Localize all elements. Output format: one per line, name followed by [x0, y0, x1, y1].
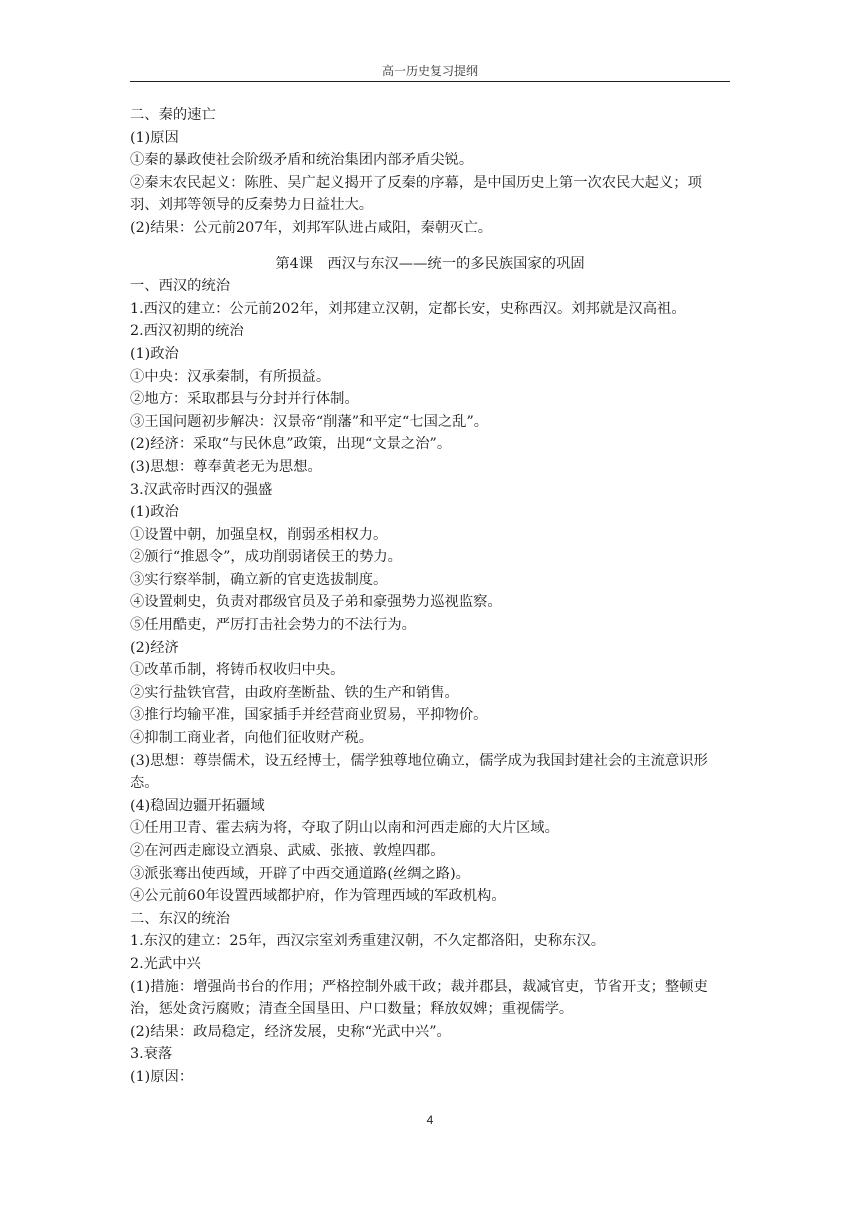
paragraph: (2)结果：公元前207年，刘邦军队进占咸阳，秦朝灭亡。 — [130, 219, 493, 236]
list-item: ④抑制工商业者，向他们征收财产税。 — [130, 730, 374, 747]
list-item: ③推行均输平准，国家插手并经营商业贸易，平抑物价。 — [130, 707, 488, 724]
list-item: (3)思想：尊奉黄老无为思想。 — [130, 458, 322, 475]
header-rule — [130, 81, 730, 82]
section-qin-fall — [130, 104, 730, 240]
list-item: ②颁行“推恩令”，成功削弱诸侯王的势力。 — [130, 549, 402, 566]
list-item: ②实行盐铁官营，由政府垄断盐、铁的生产和销售。 — [130, 684, 459, 701]
list-item: ④设置刺史，负责对郡级官员及子弟和豪强势力巡视监察。 — [130, 594, 502, 611]
list-item: ②在河西走廊设立酒泉、武威、张掖、敦煌四郡。 — [130, 843, 445, 859]
paragraph: 1.西汉的建立：公元前202年，刘邦建立汉朝，定都长安，史称西汉。刘邦就是汉高祖。 — [130, 300, 686, 317]
list-item: ②地方：采取郡县与分封并行体制。 — [130, 391, 359, 408]
heading-western-han: 一、西汉的统治 — [130, 278, 231, 295]
subheading: 3.衰落 — [130, 1046, 173, 1063]
list-item: ③派张骞出使西域，开辟了中西交通道路(丝绸之路)。 — [130, 865, 470, 882]
subheading: (4)稳固边疆开拓疆域 — [130, 797, 265, 814]
subheading: (1)政治 — [130, 345, 179, 362]
paragraph: (1)措施：增强尚书台的作用；严格控制外戚干政；裁并郡县，裁减官吏，节省开支；整顿吏治，惩处贪污腐败；清查全国垦田、户口数量；释放奴婢；重视儒学。 — [130, 978, 708, 1018]
subheading: (1)原因： — [130, 1068, 194, 1085]
list-item: ⑤任用酷吏，严厉打击社会势力的不法行为。 — [130, 617, 416, 634]
running-header: 高一历史复习提纲 — [381, 64, 478, 78]
section-han — [130, 275, 730, 1088]
subheading: 2.西汉初期的统治 — [130, 323, 244, 340]
subheading-cause: (1)原因 — [130, 129, 179, 146]
subheading: (1)政治 — [130, 504, 179, 521]
paragraph: ②秦末农民起义：陈胜、吴广起义揭开了反秦的序幕，是中国历史上第一次农民大起义；项羽、刘邦等领导的反秦势力日益壮大。 — [130, 174, 702, 214]
paragraph: (3)思想：尊崇儒术，设五经博士，儒学独尊地位确立，儒学成为我国封建社会的主流意识形态。 — [130, 752, 708, 792]
list-item: ①改革币制，将铸币权收归中央。 — [130, 662, 345, 679]
page-number: 4 — [426, 1113, 434, 1127]
subheading: (2)经济 — [130, 639, 179, 656]
paragraph: ①秦的暴政使社会阶级矛盾和统治集团内部矛盾尖锐。 — [130, 152, 474, 169]
paragraph: 1.东汉的建立：25年，西汉宗室刘秀重建汉朝，不久定都洛阳，史称东汉。 — [130, 933, 606, 950]
list-item: ③实行察举制，确立新的官吏选拔制度。 — [130, 571, 388, 588]
subheading: 3.汉武帝时西汉的强盛 — [130, 481, 273, 498]
list-item: ④公元前60年设置西域都护府，作为管理西域的军政机构。 — [130, 888, 506, 905]
list-item: ①任用卫青、霍去病为将，夺取了阴山以南和河西走廊的大片区域。 — [130, 820, 559, 837]
subheading: 2.光武中兴 — [130, 955, 201, 972]
document-body — [130, 104, 730, 1089]
list-item: (2)经济：采取“与民休息”政策，出现“文景之治”。 — [130, 436, 452, 453]
lesson-title: 第4课 西汉与东汉——统一的多民族国家的巩固 — [275, 255, 585, 272]
heading-eastern-han: 二、东汉的统治 — [130, 910, 231, 927]
heading-qin-fall: 二、秦的速亡 — [130, 107, 216, 123]
list-item: ①中央：汉承秦制，有所损益。 — [130, 368, 331, 385]
paragraph: (2)结果：政局稳定，经济发展，史称“光武中兴”。 — [130, 1023, 451, 1040]
list-item: ③王国问题初步解决：汉景帝“削藩”和平定“七国之乱”。 — [130, 413, 489, 430]
list-item: ①设置中朝，加强皇权，削弱丞相权力。 — [130, 526, 388, 543]
